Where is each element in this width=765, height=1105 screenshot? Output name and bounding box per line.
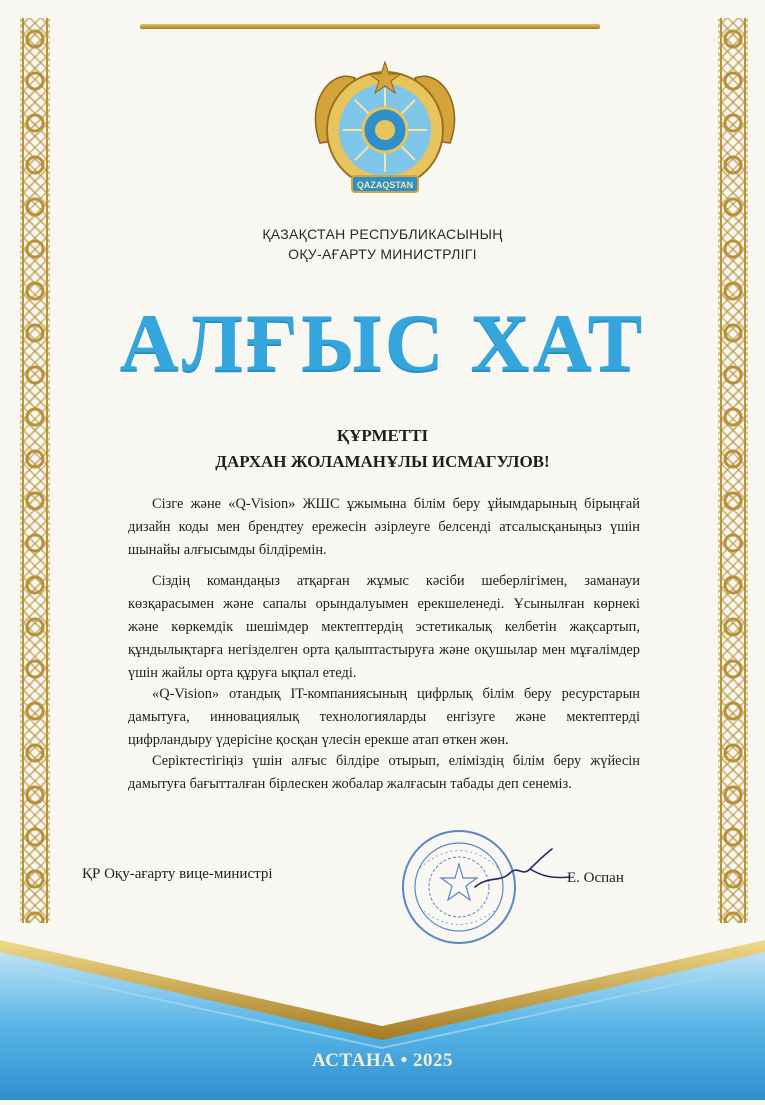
top-gold-rule xyxy=(140,24,600,29)
emblem-ribbon-text: QAZAQSTAN xyxy=(356,180,414,190)
bottom-decorative-band xyxy=(0,930,765,1100)
signer-name: Е. Оспан xyxy=(567,870,624,886)
body-paragraph-3: «Q-Vision» отандық IT-компаниясының цифрлық білім беру ресурстарын дамытуға, инновациялық технологияларды енгізуге және мектептерді цифрландыру үдерісіне қосқан үлесін ерекше атап өткен жөн. xyxy=(128,686,640,748)
ministry-name-line2: ОҚУ-АҒАРТУ МИНИСТРЛІГІ xyxy=(288,246,477,262)
signer-title: ҚР Оқу-ағарту вице-министрі xyxy=(82,866,273,882)
salutation-line1: ҚҰРМЕТТІ xyxy=(336,426,429,445)
salutation-recipient: ДАРХАН ЖОЛАМАНҰЛЫ ИСМАГУЛОВ! xyxy=(215,452,550,471)
body-paragraph-2: Сіздің командаңыз атқарған жұмыс кәсіби шеберлігімен, заманауи көзқарасымен және сапалы орындалуымен ерекшеленеді. Ұсынылған көрнекі және көркемдік шешімдер мектептердің эстетикалық келбетін жақсартып, құндылықтарға негізделген орта қалыптастыруға және оқушылар мен мұғалімдер үшін жайлы орта құруға ықпал етеді. xyxy=(128,573,640,681)
state-emblem xyxy=(300,48,470,208)
document-title: АЛҒЫС ХАТ xyxy=(119,297,646,388)
footer-city-year: АСТАНА • 2025 xyxy=(311,1050,454,1071)
ministry-name-line1: ҚАЗАҚСТАН РЕСПУБЛИКАСЫНЫҢ xyxy=(262,226,503,242)
body-paragraph-4: Серіктестігіңіз үшін алғыс білдіре отырып, еліміздің білім беру жүйесін дамытуға бағытталған бірлескен жобалар жалғасын табады деп сенеміз. xyxy=(128,753,640,792)
signature xyxy=(470,845,580,895)
body-paragraph-1: Сізге және «Q-Vision» ЖШС ұжымына білім беру ұйымдарының бірыңғай дизайн коды мен брендтеу ережесін әзірлеуге белсенді атсалысқаныңыз үшін шынайы алғысымды білдіремін. xyxy=(128,496,640,558)
